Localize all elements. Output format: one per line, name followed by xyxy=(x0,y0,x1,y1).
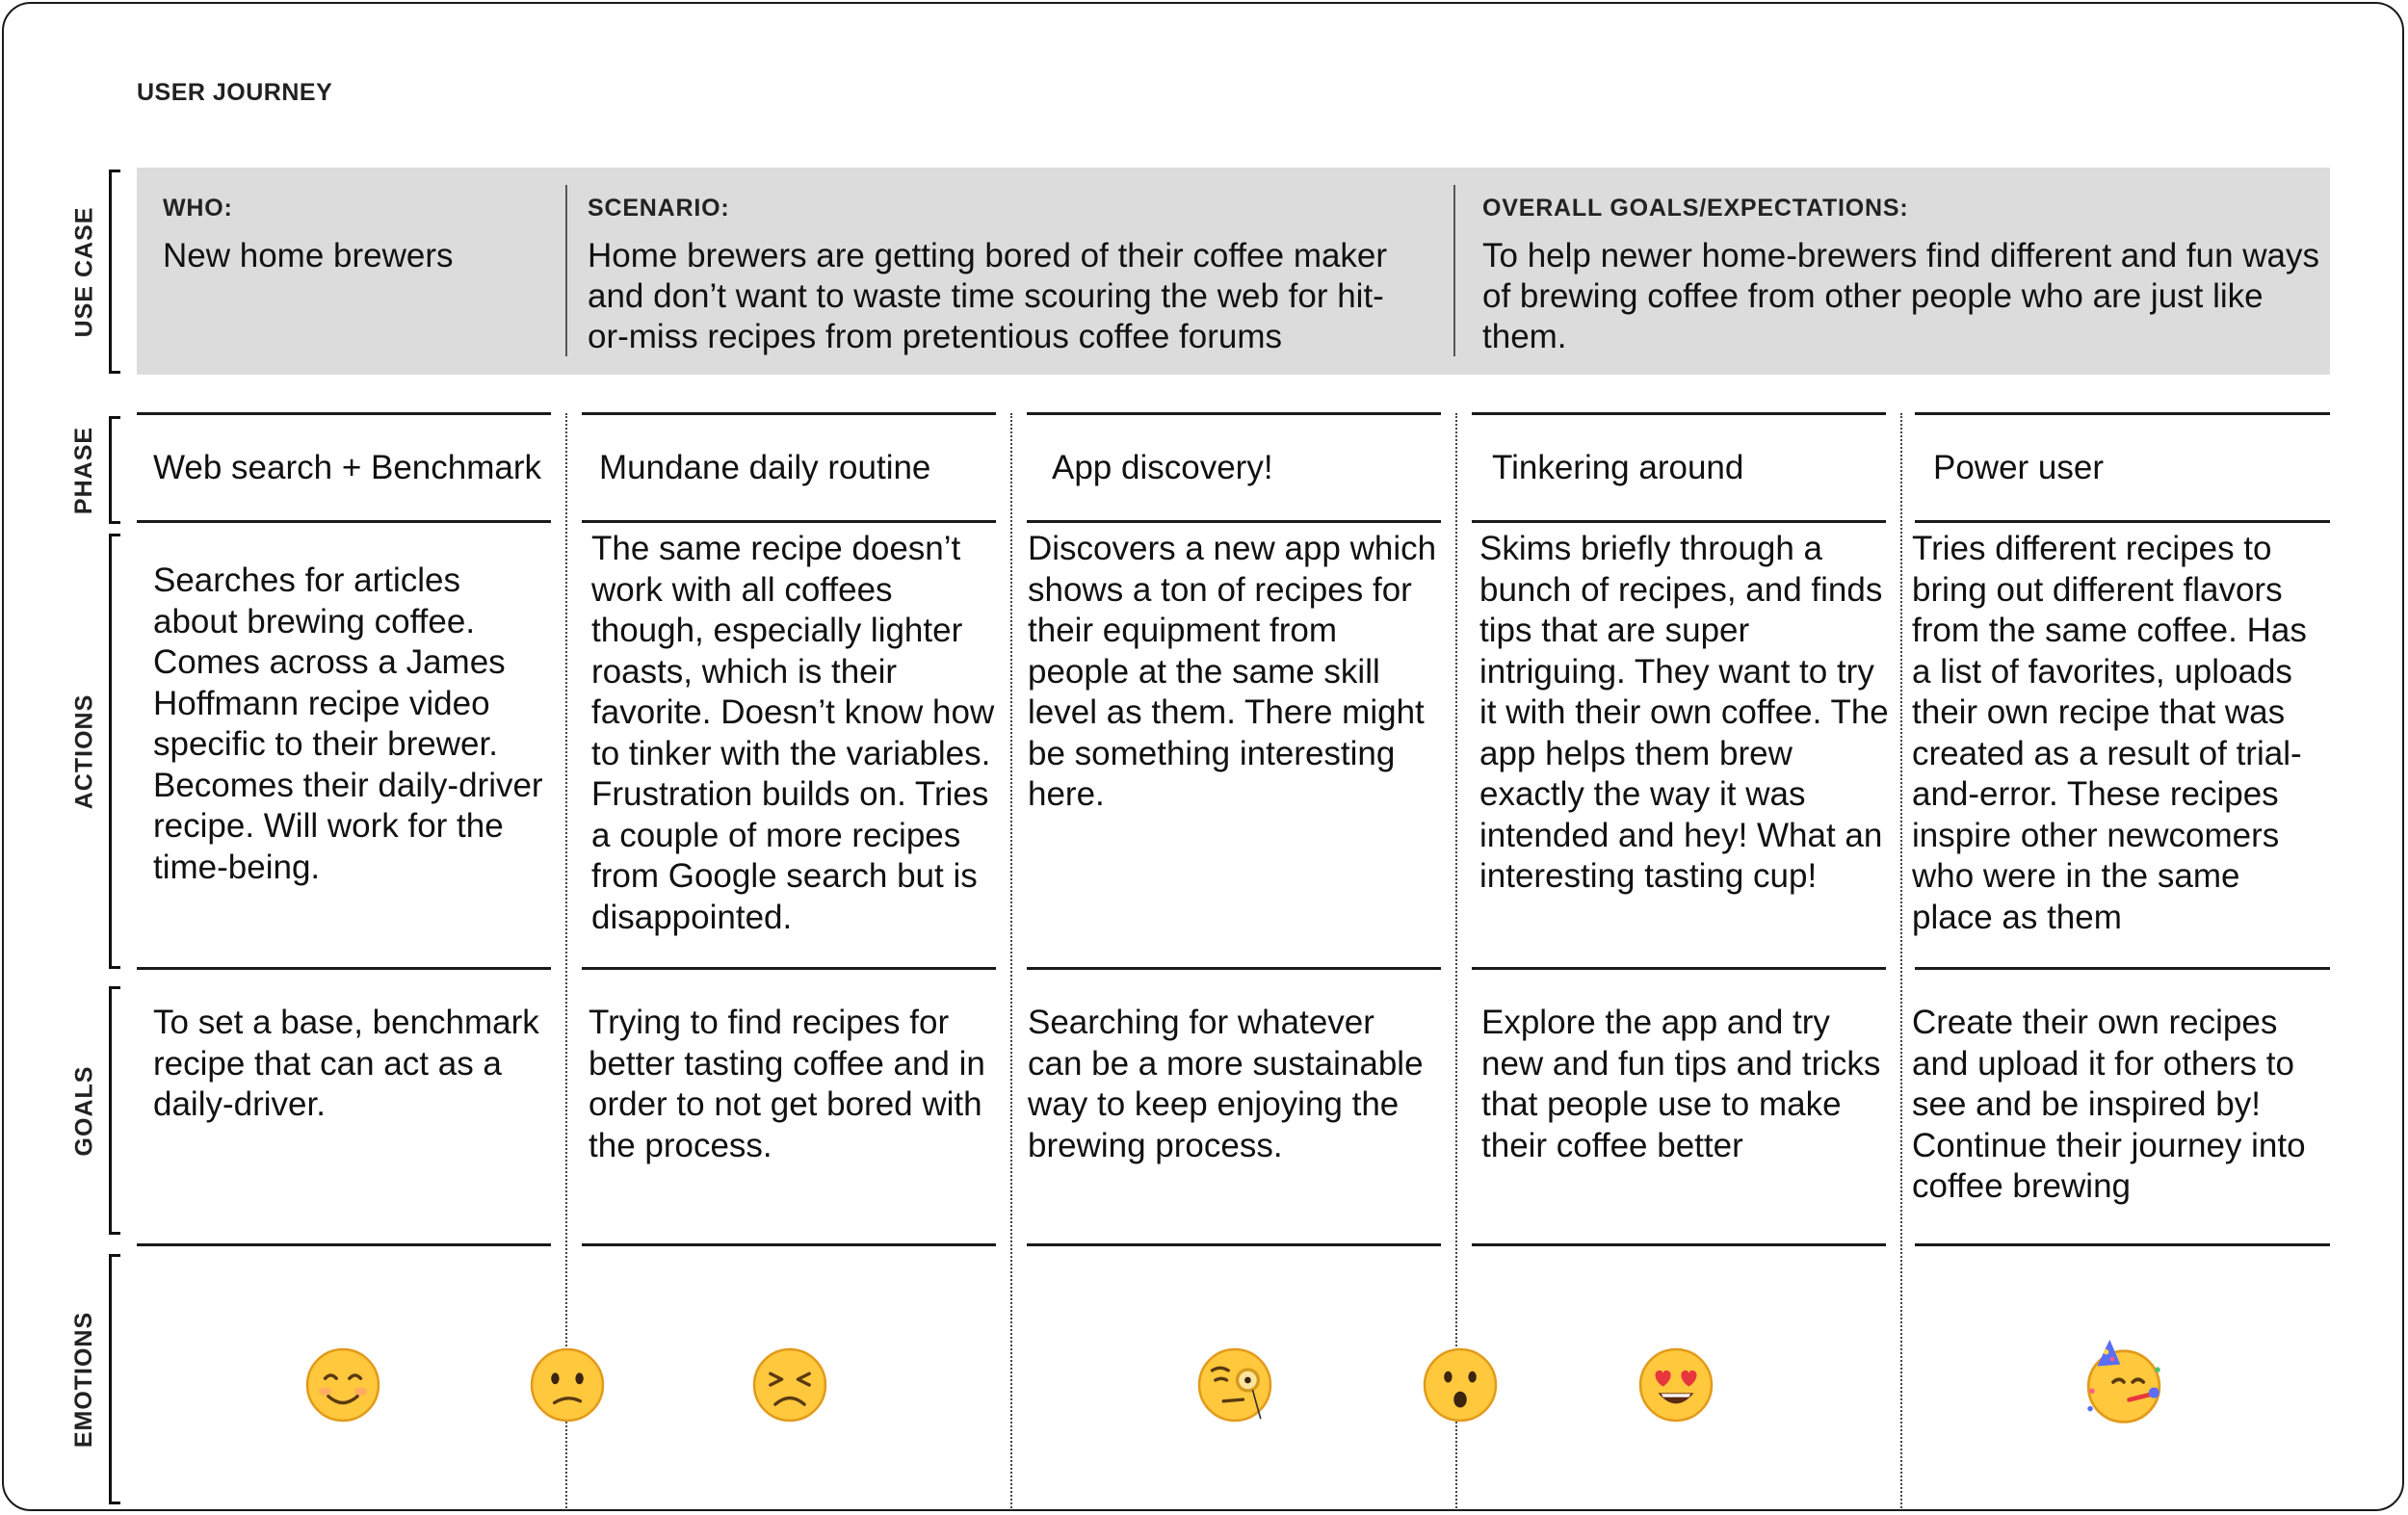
heart-eyes-face-icon xyxy=(1636,1345,1716,1425)
row-rule xyxy=(1027,1243,1441,1246)
row-rule xyxy=(582,1243,996,1246)
row-rule xyxy=(1915,967,2330,970)
phase-label: Mundane daily routine xyxy=(599,449,931,486)
bracket-actions xyxy=(109,534,118,969)
scenario-heading: SCENARIO: xyxy=(588,195,730,222)
row-rule xyxy=(582,520,996,523)
phase-label: Tinkering around xyxy=(1492,449,1744,486)
overall-goals-heading: OVERALL GOALS/EXPECTATIONS: xyxy=(1482,195,1909,222)
goals-cell: Explore the app and try new and fun tips and tricks that people use to make their coffee better xyxy=(1481,1004,1881,1164)
row-rule xyxy=(1027,967,1441,970)
row-rule xyxy=(137,412,551,415)
bracket-emotions xyxy=(109,1254,118,1504)
actions-cell: Discovers a new app which shows a ton of recipes for their equipment from people at the same skill level as them. There might be something interesting here. xyxy=(1028,530,1437,813)
bracket-phase xyxy=(109,416,118,524)
column-divider xyxy=(1900,413,1902,1511)
row-rule xyxy=(1915,412,2330,415)
use-case-banner xyxy=(137,168,2330,375)
goals-cell: Create their own recipes and upload it for others to see and be inspired by! Continue their journey into coffee brewing xyxy=(1912,1004,2306,1205)
bracket-goals xyxy=(109,986,118,1235)
who-text: New home brewers xyxy=(163,237,454,274)
frustrated-face-icon xyxy=(749,1345,830,1425)
row-label-emotions: EMOTIONS xyxy=(70,1311,98,1448)
goals-cell: Searching for whatever can be a more sustainable way to keep enjoying the brewing process. xyxy=(1028,1004,1424,1164)
row-rule xyxy=(1472,1243,1886,1246)
use-case-goals xyxy=(1482,195,2320,357)
row-rule xyxy=(137,967,551,970)
row-rule xyxy=(137,1243,551,1246)
row-rule xyxy=(1027,412,1441,415)
scenario-text: Home brewers are getting bored of their coffee maker and don’t want to waste time scouring the web for hit-or-miss recipes from pretentious coffee forums xyxy=(588,237,1388,355)
phase-label: App discovery! xyxy=(1052,449,1273,486)
confused-face-icon xyxy=(527,1345,608,1425)
row-label-phase: PHASE xyxy=(70,426,98,514)
row-rule xyxy=(1915,1243,2330,1246)
row-label-use-case: USE CASE xyxy=(70,206,98,337)
use-case-divider xyxy=(1453,185,1455,356)
actions-cell: Tries different recipes to bring out different flavors from the same coffee. Has a list of favorites, uploads their own recipe that was created as a result of trial-and-error. These recipes inspire other newcomers who were in the same place as them xyxy=(1912,530,2307,936)
row-label-goals: GOALS xyxy=(70,1065,98,1156)
row-rule xyxy=(137,520,551,523)
row-rule xyxy=(1472,520,1886,523)
row-rule xyxy=(582,967,996,970)
partying-face-icon xyxy=(2080,1338,2168,1426)
phase-label: Web search + Benchmark xyxy=(153,449,542,486)
column-divider xyxy=(1010,413,1012,1511)
use-case-who xyxy=(163,195,548,276)
smiling-face-icon xyxy=(302,1345,383,1425)
journey-map-frame xyxy=(2,2,2404,1511)
surprised-face-icon xyxy=(1420,1345,1501,1425)
use-case-divider xyxy=(565,185,567,356)
actions-cell: Skims briefly through a bunch of recipes, and finds tips that are super intriguing. They want to try it with their own coffee. The app helps them brew exactly the way it was intended and hey! What an interesting tasting cup! xyxy=(1479,530,1889,895)
actions-cell: Searches for articles about brewing coffee. Comes across a James Hoffmann recipe video specific to their brewer. Becomes their daily-driver recipe. Will work for the time-being. xyxy=(153,562,543,886)
overall-goals-text: To help newer home-brewers find different and fun ways of brewing coffee from other people who are just like them. xyxy=(1482,237,2320,355)
row-label-actions: ACTIONS xyxy=(70,693,98,809)
row-rule xyxy=(582,412,996,415)
goals-cell: To set a base, benchmark recipe that can act as a daily-driver. xyxy=(153,1004,539,1123)
use-case-scenario xyxy=(588,195,1416,357)
row-rule xyxy=(1027,520,1441,523)
monocle-face-icon xyxy=(1194,1345,1275,1425)
bracket-use-case xyxy=(109,170,118,374)
actions-cell: The same recipe doesn’t work with all coffees though, especially lighter roasts, which is their favorite. Doesn’t know how to tinker with the variables. Frustration builds on. Tries a couple of more recipes from Google search but is disappointed. xyxy=(591,530,995,936)
row-rule xyxy=(1472,967,1886,970)
page-title: USER JOURNEY xyxy=(137,79,333,106)
who-heading: WHO: xyxy=(163,195,233,222)
row-rule xyxy=(1472,412,1886,415)
goals-cell: Trying to find recipes for better tasting coffee and in order to not get bored with the process. xyxy=(589,1004,985,1164)
row-rule xyxy=(1915,520,2330,523)
phase-label: Power user xyxy=(1933,449,2105,486)
